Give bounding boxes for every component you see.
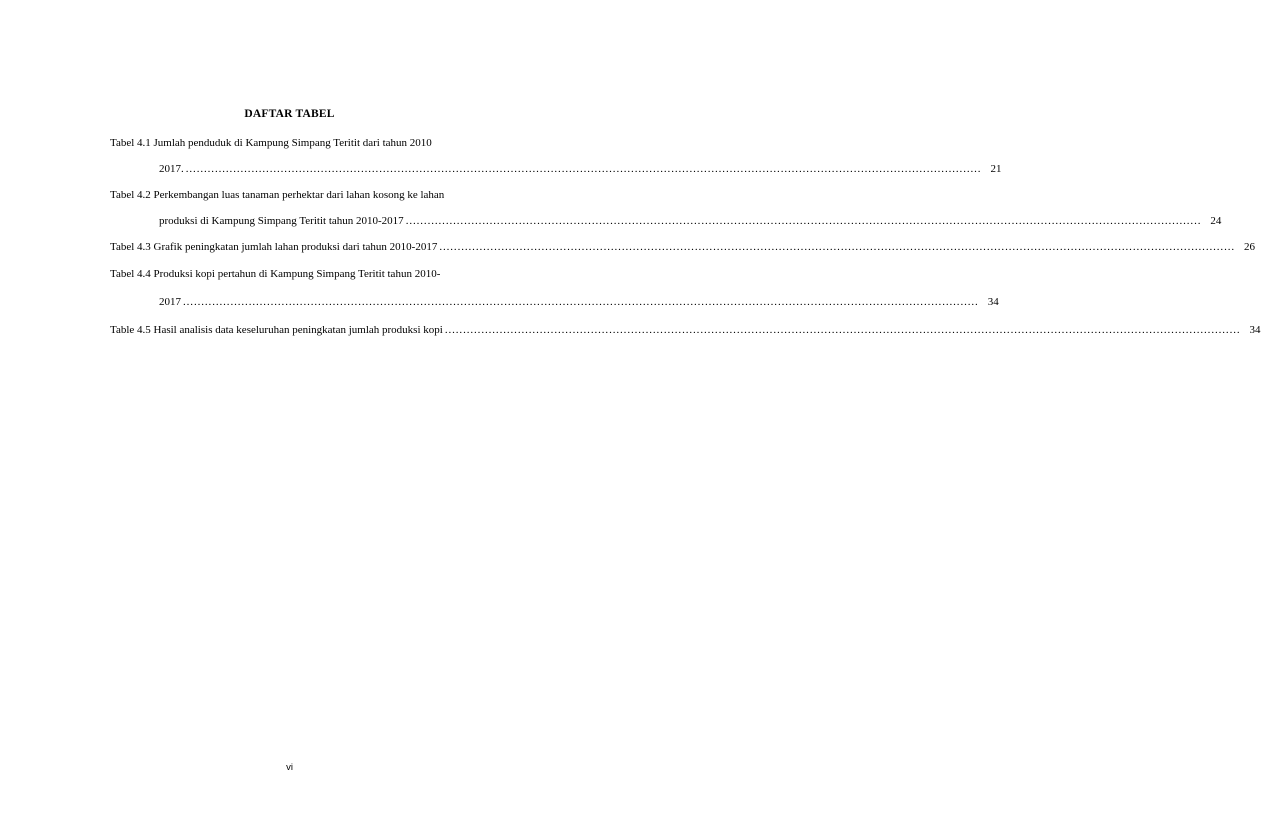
page-number-footer: vi — [286, 762, 293, 773]
dot-leader — [406, 215, 1202, 228]
toc-entry-4-2-line1 — [110, 189, 498, 203]
dot-leader — [183, 296, 979, 309]
toc-entry-text: Tabel 4.3 Grafik peningkatan jumlah lahan produksi dari tahun 2010-2017 — [110, 241, 438, 253]
toc-page-number: 26 — [1244, 241, 1256, 253]
toc-entry-4-4-line1 — [110, 268, 498, 282]
page-title: DAFTAR TABEL — [244, 108, 335, 120]
toc-entry-4-1-line1 — [110, 137, 498, 151]
toc-entry-text: Tabel 4.1 Jumlah penduduk di Kampung Simpang Teritit dari tahun 2010 — [110, 137, 432, 149]
toc-entry-text: produksi di Kampung Simpang Teritit tahun 2010-2017 — [159, 215, 404, 227]
toc-page-number: 24 — [1210, 215, 1222, 227]
toc-entry-text: Tabel 4.2 Perkembangan luas tanaman perhektar dari lahan kosong ke lahan — [110, 189, 445, 201]
toc-page-number: 34 — [987, 296, 999, 308]
toc-page-number: 21 — [990, 163, 1002, 175]
toc-entry-4-5[interactable] — [110, 324, 1261, 338]
toc-entry-text: 2017 — [159, 296, 181, 308]
toc-entry-4-4-line2[interactable] — [159, 296, 999, 310]
toc-entry-4-1-line2[interactable] — [159, 163, 1002, 177]
toc-entry-text: Table 4.5 Hasil analisis data keseluruhan peningkatan jumlah produksi kopi — [110, 324, 443, 336]
toc-entry-4-3[interactable] — [110, 241, 1256, 255]
toc-entry-text: 2017. — [159, 163, 184, 175]
dot-leader — [186, 163, 982, 176]
dot-leader — [439, 241, 1235, 254]
toc-entry-4-2-line2[interactable] — [159, 215, 1222, 229]
toc-entry-text: Tabel 4.4 Produksi kopi pertahun di Kampung Simpang Teritit tahun 2010- — [110, 268, 441, 280]
dot-leader — [445, 324, 1241, 337]
toc-page-number: 34 — [1249, 324, 1261, 336]
